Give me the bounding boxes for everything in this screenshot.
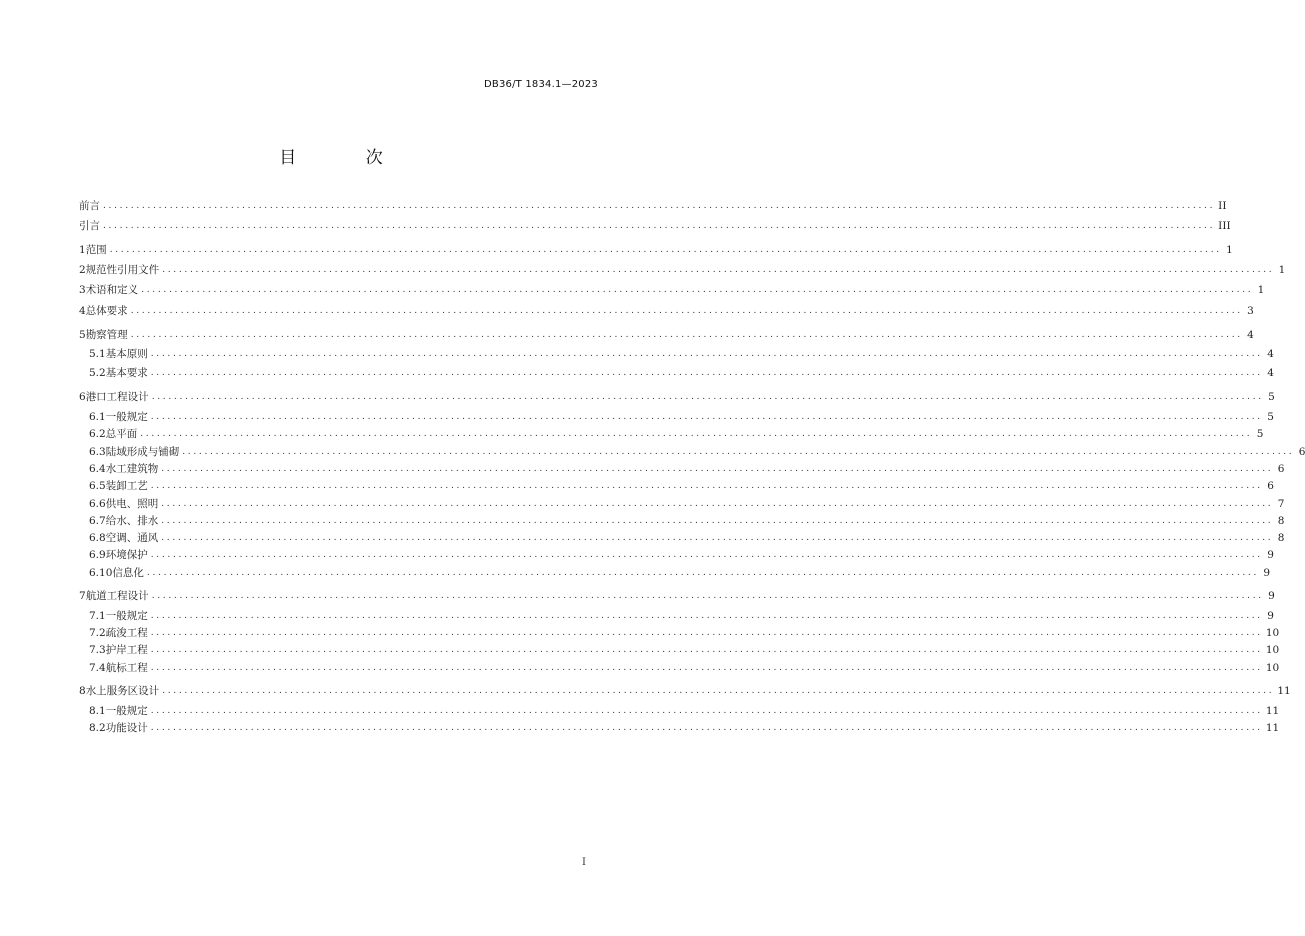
toc-entry[interactable]	[89, 346, 1274, 363]
toc-entry-number: 6.8	[89, 532, 106, 544]
toc-entry[interactable]	[89, 530, 1285, 547]
toc-entry-label: 给水、排水	[105, 515, 159, 527]
document-code: DB36/T 1834.1—2023	[484, 79, 598, 90]
toc-entry[interactable]	[79, 327, 1254, 344]
toc-entry-number: 6.5	[89, 480, 106, 492]
toc-entry-number: 6.9	[89, 549, 106, 561]
dot-leader: ........................................................................................................................................................................................................	[151, 591, 1264, 601]
toc-entry-label: 勘察管理	[85, 329, 128, 341]
toc-entry-page: 10	[1265, 662, 1280, 674]
toc-entry-page: 10	[1265, 627, 1280, 639]
toc-entry-page: 5	[1267, 411, 1274, 423]
toc-entry-page: 6	[1267, 480, 1274, 492]
toc-entry-label: 陆域形成与铺砌	[105, 446, 180, 458]
toc-entry-page: 9	[1267, 549, 1274, 561]
toc-entry-page: 3	[1247, 305, 1254, 317]
toc-entry-page: 7	[1277, 498, 1285, 510]
toc-entry-number: 8.2	[89, 722, 106, 734]
dot-leader: ........................................................................................................................................................................................................	[109, 245, 1222, 255]
toc-entry-number: 7	[79, 590, 86, 602]
dot-leader: ........................................................................................................................................................................................................	[150, 628, 1263, 638]
toc-entry-page: 4	[1267, 348, 1274, 360]
toc-entry-label: 环境保护	[105, 549, 148, 561]
page-number: I	[582, 857, 586, 868]
toc-entry[interactable]	[89, 513, 1285, 530]
dot-leader: ........................................................................................................................................................................................................	[140, 429, 1253, 439]
toc-entry-page: 9	[1268, 590, 1275, 602]
toc-entry-label: 范围	[85, 244, 107, 256]
toc-entry[interactable]	[89, 409, 1274, 426]
toc-entry-label: 一般规定	[105, 705, 148, 717]
toc-entry[interactable]	[89, 547, 1274, 564]
toc-entry-page: 6	[1298, 446, 1305, 458]
dot-leader: ........................................................................................................................................................................................................	[162, 686, 1275, 696]
toc-entry[interactable]	[79, 588, 1275, 605]
toc-entry-page: II	[1218, 200, 1227, 212]
toc-entry-label: 总平面	[105, 428, 138, 440]
toc-entry-page: 8	[1277, 515, 1285, 527]
toc-entry-number: 7.4	[89, 662, 106, 674]
dot-leader: ........................................................................................................................................................................................................	[150, 481, 1263, 491]
toc-entry-label: 一般规定	[105, 411, 148, 423]
toc-title: 目 次	[279, 148, 415, 168]
toc-entry-number: 7.2	[89, 627, 106, 639]
dot-leader: ........................................................................................................................................................................................................	[103, 221, 1216, 231]
toc-entry-label: 信息化	[112, 567, 144, 579]
dot-leader: ........................................................................................................................................................................................................	[182, 447, 1295, 457]
dot-leader: ........................................................................................................................................................................................................	[141, 285, 1254, 295]
toc-entry-number: 6.3	[89, 446, 106, 458]
toc-entry[interactable]	[89, 608, 1274, 625]
toc-entry[interactable]	[89, 642, 1280, 659]
dot-leader: ........................................................................................................................................................................................................	[150, 368, 1263, 378]
toc-entry-label: 术语和定义	[85, 284, 139, 296]
toc-entry-page: 9	[1267, 610, 1274, 622]
toc-entry[interactable]	[89, 720, 1280, 737]
toc-entry-number: 5.2	[89, 367, 106, 379]
toc-entry-number: 6.7	[89, 515, 106, 527]
toc-entry-page: III	[1218, 220, 1231, 232]
toc-entry-number: 5	[79, 329, 86, 341]
dot-leader: ........................................................................................................................................................................................................	[161, 516, 1274, 526]
toc-entry-number: 6.1	[89, 411, 106, 423]
toc-entry-number: 6.10	[89, 567, 113, 579]
toc-entry-page: 10	[1265, 644, 1280, 656]
dot-leader: ........................................................................................................................................................................................................	[150, 349, 1263, 359]
toc-entry-page: 6	[1277, 463, 1285, 475]
toc-entry-number: 6	[79, 391, 86, 403]
toc-entry-page: 11	[1265, 722, 1280, 734]
toc-entry-label: 基本原则	[105, 348, 148, 360]
toc-entry[interactable]	[89, 461, 1285, 478]
toc-entry-page: 5	[1268, 391, 1275, 403]
toc-entry-number: 8	[79, 685, 86, 697]
toc-entry-label: 供电、照明	[105, 498, 159, 510]
toc-entry[interactable]	[89, 444, 1305, 461]
dot-leader: ........................................................................................................................................................................................................	[150, 645, 1263, 655]
toc-entry-page: 8	[1277, 532, 1285, 544]
toc-entry-label: 水工建筑物	[105, 463, 159, 475]
dot-leader: ........................................................................................................................................................................................................	[161, 499, 1274, 509]
toc-entry-number: 5.1	[89, 348, 106, 360]
toc-entry[interactable]	[79, 282, 1265, 299]
dot-leader: ........................................................................................................................................................................................................	[150, 723, 1263, 733]
toc-entry-page: 4	[1267, 367, 1274, 379]
toc-entry-label: 基本要求	[105, 367, 148, 379]
toc-entry[interactable]	[89, 365, 1274, 382]
toc-entry-number: 1	[79, 244, 86, 256]
dot-leader: ........................................................................................................................................................................................................	[130, 330, 1243, 340]
toc-entry-label: 一般规定	[105, 610, 148, 622]
toc-entry[interactable]	[89, 565, 1271, 582]
toc-entry[interactable]	[89, 625, 1280, 642]
toc-entry[interactable]	[79, 218, 1231, 235]
dot-leader: ........................................................................................................................................................................................................	[151, 392, 1264, 402]
dot-leader: ........................................................................................................................................................................................................	[150, 706, 1263, 716]
dot-leader: ........................................................................................................................................................................................................	[146, 568, 1260, 578]
toc-entry-label: 护岸工程	[105, 644, 148, 656]
toc-entry-number: 4	[79, 305, 86, 317]
dot-leader: ........................................................................................................................................................................................................	[162, 265, 1275, 275]
toc-entry-page: 9	[1263, 567, 1271, 579]
toc-entry-label: 航标工程	[105, 662, 148, 674]
toc-entry[interactable]	[79, 683, 1291, 700]
toc-entry-label: 水上服务区设计	[85, 685, 160, 697]
toc-entry[interactable]	[89, 496, 1285, 513]
toc-entry-label: 空调、通风	[105, 532, 159, 544]
toc-entry-label: 装卸工艺	[105, 480, 148, 492]
toc-entry-label: 规范性引用文件	[85, 264, 160, 276]
toc-entry[interactable]	[89, 478, 1274, 495]
toc-entry[interactable]	[79, 389, 1275, 406]
toc-entry[interactable]	[79, 242, 1233, 259]
dot-leader: ........................................................................................................................................................................................................	[161, 464, 1274, 474]
toc-entry[interactable]	[89, 660, 1280, 677]
toc-entry-label: 航道工程设计	[85, 590, 149, 602]
toc-entry-page: 1	[1226, 244, 1233, 256]
toc-entry-page: 11	[1277, 685, 1291, 697]
toc-entry-label: 港口工程设计	[85, 391, 149, 403]
toc-entry[interactable]	[89, 426, 1264, 443]
toc-entry-page: 5	[1256, 428, 1264, 440]
dot-leader: ........................................................................................................................................................................................................	[150, 412, 1263, 422]
toc-entry[interactable]	[79, 303, 1254, 320]
toc-entry-number: 7.1	[89, 610, 106, 622]
toc-entry-page: 4	[1247, 329, 1254, 341]
toc-entry-label: 引言	[79, 220, 100, 232]
toc-entry[interactable]	[79, 262, 1286, 279]
toc-entry-number: 2	[79, 264, 86, 276]
toc-entry-number: 8.1	[89, 705, 106, 717]
dot-leader: ........................................................................................................................................................................................................	[161, 533, 1274, 543]
toc-entry-number: 3	[79, 284, 86, 296]
toc-entry[interactable]	[89, 703, 1280, 720]
toc-entry-page: 1	[1257, 284, 1265, 296]
toc-entry-page: 1	[1278, 264, 1286, 276]
dot-leader: ........................................................................................................................................................................................................	[150, 663, 1263, 673]
dot-leader: ........................................................................................................................................................................................................	[150, 550, 1263, 560]
toc-entry-label: 疏浚工程	[105, 627, 148, 639]
toc-entry-label: 总体要求	[85, 305, 128, 317]
toc-entry-page: 11	[1265, 705, 1280, 717]
toc-entry-number: 7.3	[89, 644, 106, 656]
dot-leader: ........................................................................................................................................................................................................	[130, 306, 1243, 316]
toc-entry-number: 6.6	[89, 498, 106, 510]
toc-entry-label: 功能设计	[105, 722, 148, 734]
toc-entry[interactable]	[79, 198, 1227, 215]
toc-entry-label: 前言	[79, 200, 100, 212]
dot-leader: ........................................................................................................................................................................................................	[103, 201, 1216, 211]
dot-leader: ........................................................................................................................................................................................................	[150, 611, 1263, 621]
toc-entry-number: 6.4	[89, 463, 106, 475]
toc-entry-number: 6.2	[89, 428, 106, 440]
